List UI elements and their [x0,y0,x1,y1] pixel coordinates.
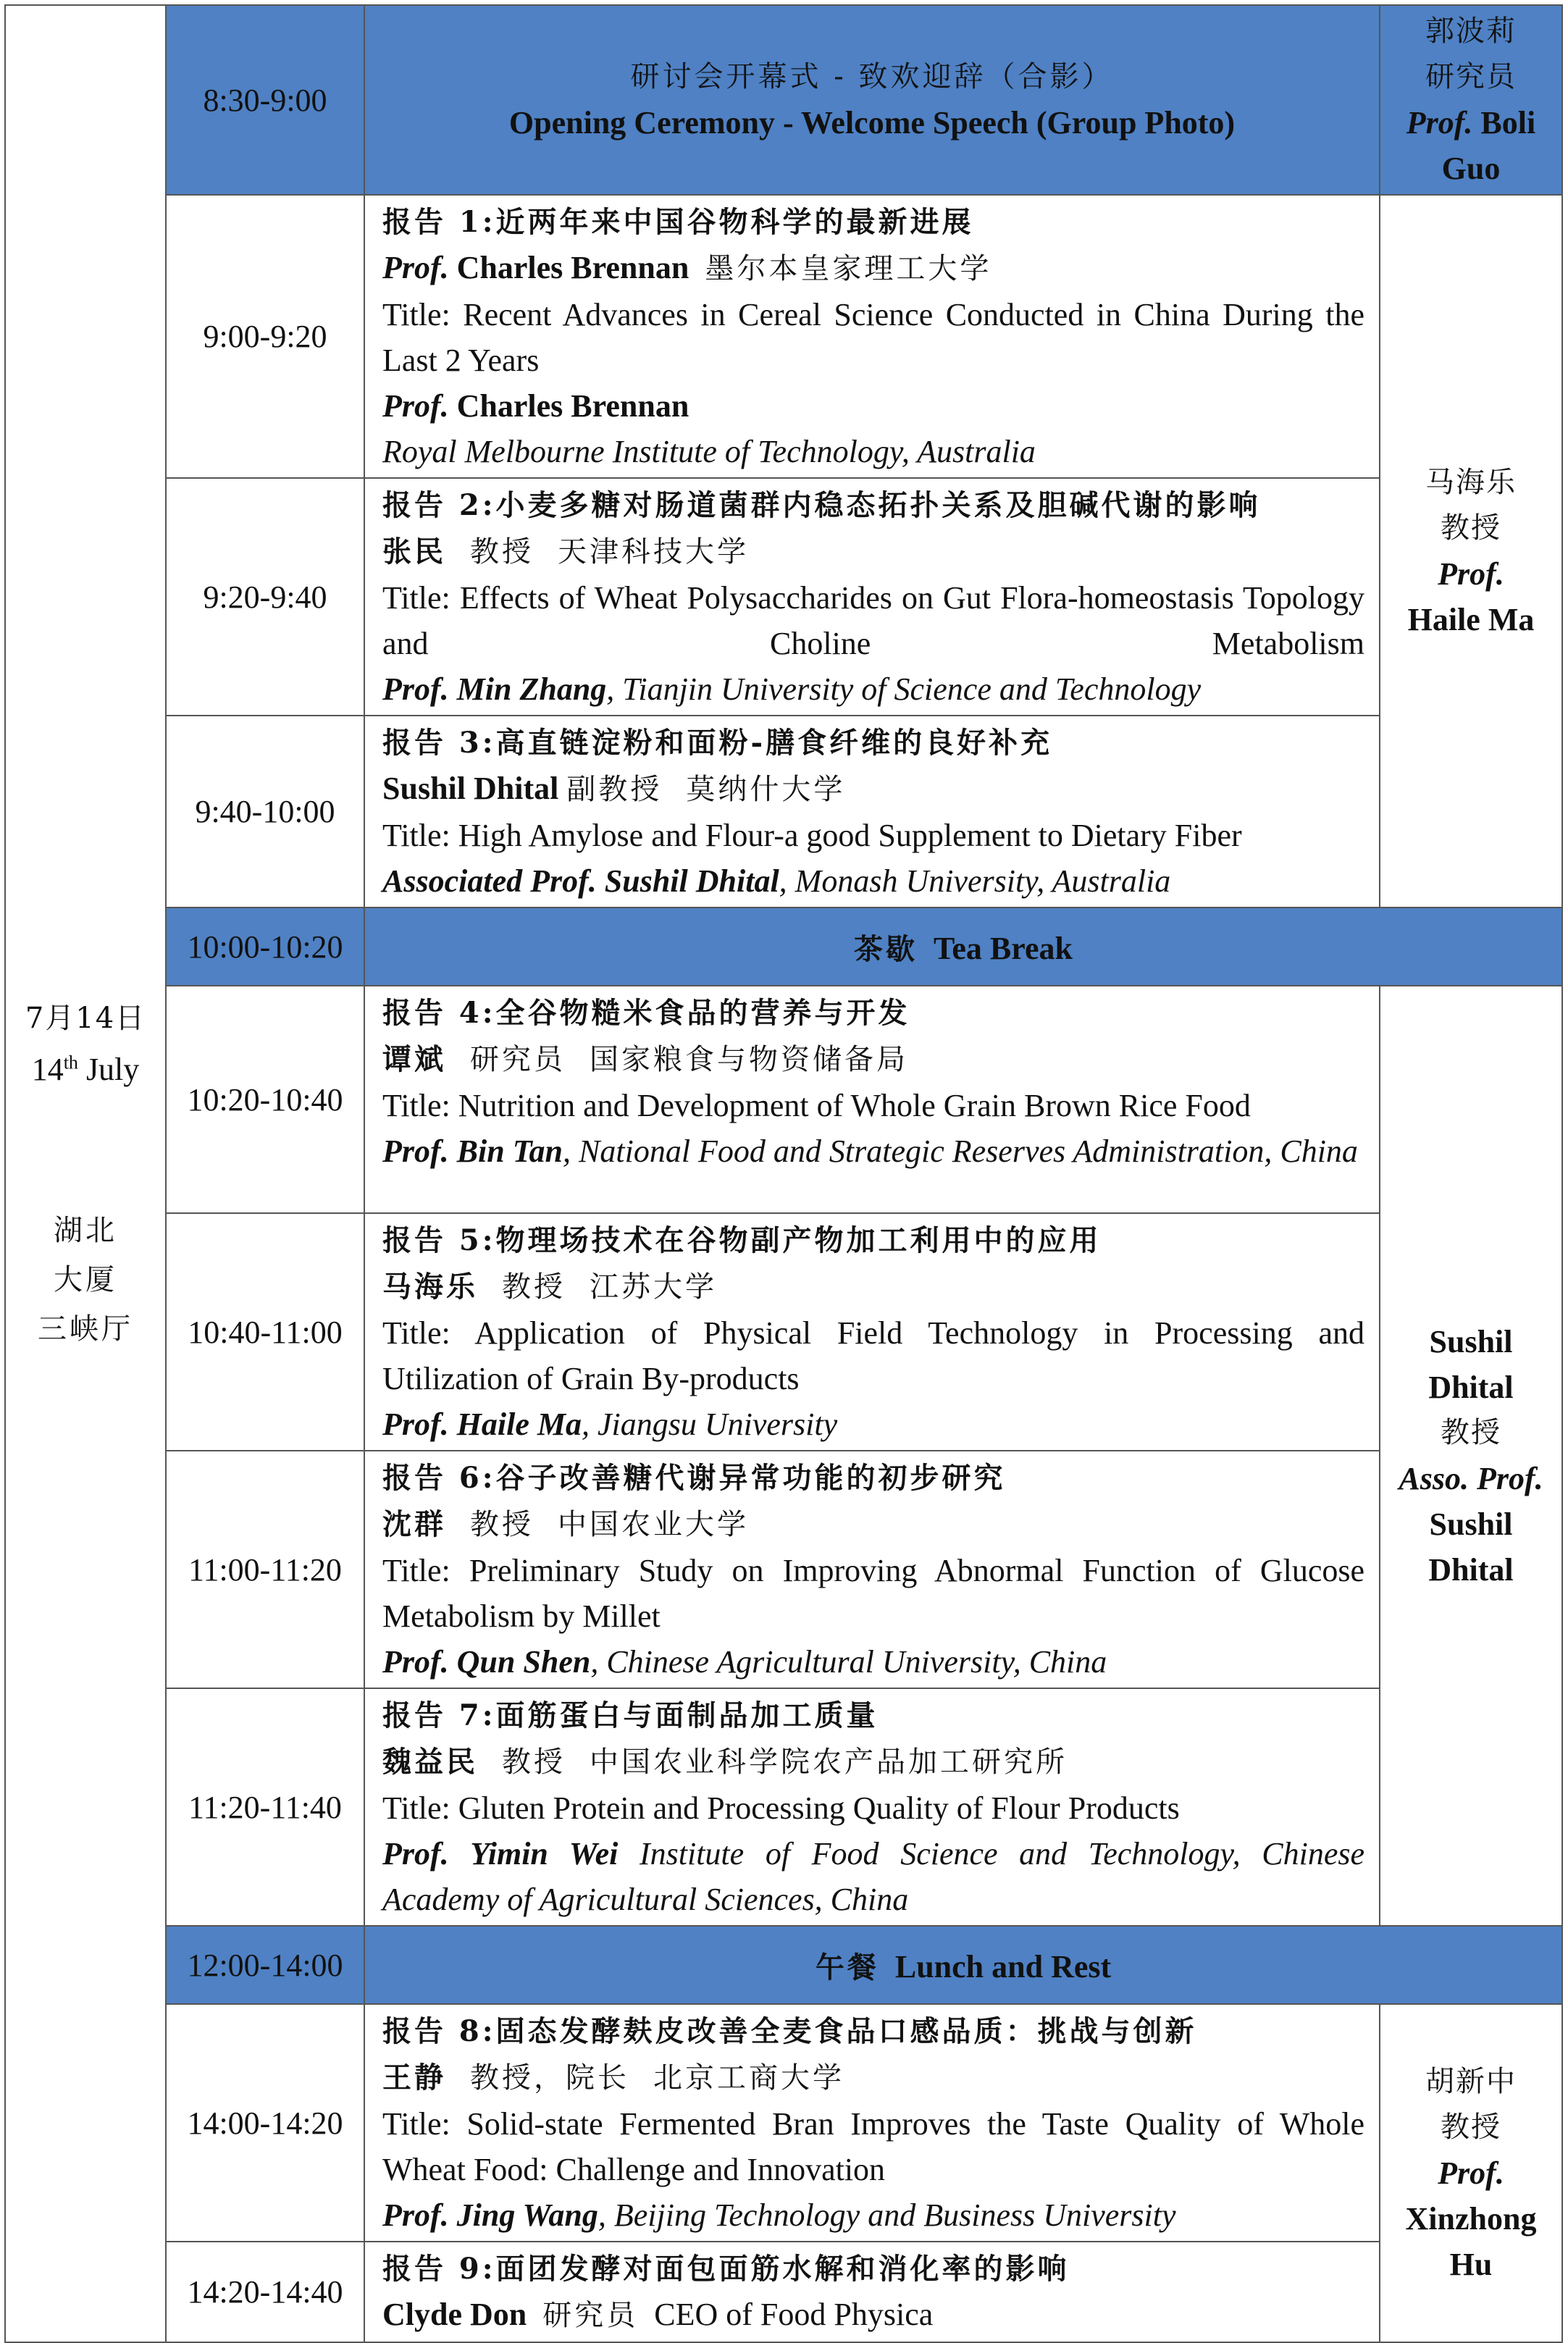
talk-content: 报告 6:谷子改善糖代谢异常功能的初步研究 沈群 教授 中国农业大学 Title: Preliminary Study on Improving Abnormal Function of Glucose Metabolism by Millet Prof. Qun Shen, Chinese Agricultural University, China [364,1451,1380,1688]
talk-content: 报告 9:面团发酵对面包面筋水解和消化率的影响 Clyde Don 研究员 CEO of Food Physica [364,2242,1380,2342]
talk-content: 报告 4:全谷物糙米食品的营养与开发 谭斌 研究员 国家粮食与物资储备局 Title: Nutrition and Development of Whole Grain Brown Rice Food Prof. Bin Tan, National Food and Strategic Reserves Administration, China [364,986,1380,1213]
talk-time: 10:20-10:40 [166,986,364,1213]
talk-time: 10:40-11:00 [166,1213,364,1451]
talk-content: 报告 5:物理场技术在谷物副产物加工利用中的应用 马海乐 教授 江苏大学 Title: Application of Physical Field Technology in Processing and Utilization of Grain By-products Prof. Haile Ma, Jiangsu University [364,1213,1380,1451]
talk-row [5,2004,1562,2242]
talk-row [5,1213,1562,1451]
opening-time: 8:30-9:00 [166,5,364,195]
date-venue-cell [5,5,166,2342]
talk-row [5,478,1562,716]
chair-session-1: 马海乐 教授 Prof. Haile Ma [1380,195,1562,908]
talk-content: 报告 3:高直链淀粉和面粉-膳食纤维的良好补充 Sushil Dhital 副教授 莫纳什大学 Title: High Amylose and Flour-a good Supplement to Dietary Fiber Associated Prof. Sushil Dhital, Monash University, Australia [364,716,1380,908]
talk-time: 9:00-9:20 [166,195,364,478]
talk-time: 9:20-9:40 [166,478,364,716]
talk-time: 9:40-10:00 [166,716,364,908]
venue-line-3: 三峡厅 [38,1312,133,1346]
venue-line-1: 湖北 [54,1213,117,1247]
opening-title-en: Opening Ceremony - Welcome Speech (Group Photo) [508,105,1236,141]
opening-title-cn: 研讨会开幕式 - 致欢迎辞（合影） [630,60,1114,93]
talk-content: 报告 2:小麦多糖对肠道菌群内稳态拓扑关系及胆碱代谢的影响 张民 教授 天津科技大学 Title: Effects of Wheat Polysaccharides on Gut Flora-homeostasis Topology and Choline Metabolism Prof. Min Zhang, Tianjin University of Science and Technology [364,478,1380,716]
chair-session-3: 胡新中 教授 Prof. Xinzhong Hu [1380,2004,1562,2342]
tea-break-row [5,908,1562,986]
talk-time: 14:20-14:40 [166,2242,364,2342]
talk-row [5,2242,1562,2342]
talk-time: 11:20-11:40 [166,1688,364,1926]
talk-content: 报告 8:固态发酵麸皮改善全麦食品口感品质：挑战与创新 王静 教授，院长 北京工商大学 Title: Solid-state Fermented Bran Improves the Taste Quality of Whole Wheat Food: Challenge and Innovation Prof. Jing Wang, Beijing Technology and Business University [364,2004,1380,2242]
talk-row [5,986,1562,1213]
talk-row [5,195,1562,478]
opening-chair: 郭波莉 研究员 Prof. Boli Guo [1380,5,1562,195]
lunch-row [5,1926,1562,2004]
talk-content: 报告 1:近两年来中国谷物科学的最新进展 Prof. Charles Brennan 墨尔本皇家理工大学 Title: Recent Advances in Cereal Science Conducted in China During the Last 2 Years Prof. Charles Brennan Royal Melbourne Institute of Technology, Australia [364,195,1380,478]
chair-session-2: Sushil Dhital 教授 Asso. Prof. Sushil Dhital [1380,986,1562,1926]
break-time: 12:00-14:00 [166,1926,364,2004]
break-time: 10:00-10:20 [166,908,364,986]
date-cn: 7月14日 [25,1002,146,1036]
talk-time: 14:00-14:20 [166,2004,364,2242]
break-label: 茶歇 Tea Break [364,908,1562,986]
break-label: 午餐 Lunch and Rest [364,1926,1562,2004]
opening-content [364,5,1380,195]
talk-content: 报告 7:面筋蛋白与面制品加工质量 魏益民 教授 中国农业科学院农产品加工研究所 Title: Gluten Protein and Processing Quality of Flour Products Prof. Yimin Wei Institute of Food Science and Technology, Chinese Academy of Agricultural Sciences, China [364,1688,1380,1926]
opening-row [5,5,1562,195]
date-en: 14th July [31,1052,140,1088]
talk-row [5,716,1562,908]
talk-row [5,1688,1562,1926]
talk-time: 11:00-11:20 [166,1451,364,1688]
talk-row [5,1451,1562,1688]
schedule-table [4,4,1563,2343]
venue-line-2: 大厦 [54,1262,117,1296]
